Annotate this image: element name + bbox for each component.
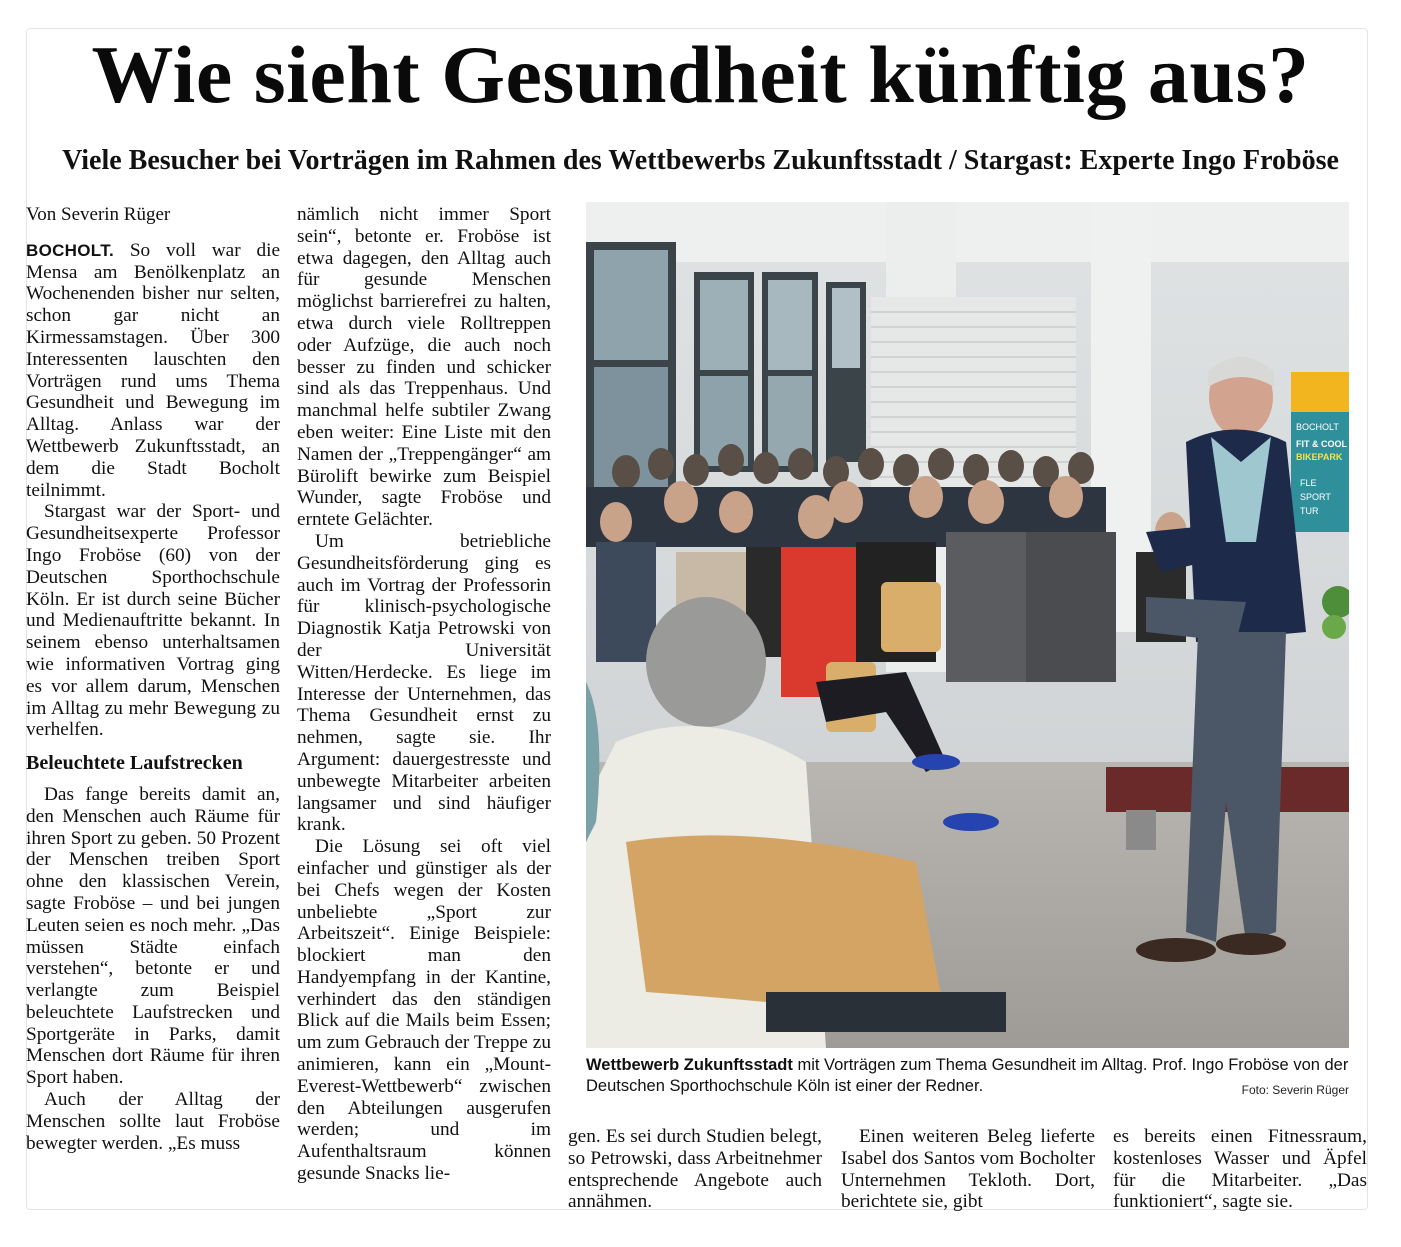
paragraph: gen. Es sei durch Studien belegt, so Petrowski, dass Arbeitnehmer entsprechende Angebote auch annähmen. [568,1126,822,1213]
banner-text: SPORT [1300,492,1331,502]
banner-text: BOCHOLT [1296,422,1339,432]
paragraph: Um betriebliche Gesundheitsförderung ging es auch im Vortrag der Professorin für klinisch-psychologische Diagnostik Katja Petrowski von der Universität Witten/Herdecke. Es liege im Interesse der Unternehmen, das Thema Gesundheit ernst zu nehmen, sagte sie. Ihr Argument: dauergestresste und unbewegte Mitarbeiter arbeiten langsamer und sind häufiger krank. [297,530,551,836]
article-column-2 [297,204,551,1185]
paragraph: Das fange bereits damit an, den Menschen auch Räume für ihren Sport zu geben. 50 Prozent der Menschen treiben Sport ohne den klassischen Verein, sagte Froböse – und bei jungen Leuten seien es noch mehr. „Das müssen Städte einfach verstehen“, betonte er und verlangte zum Beispiel beleuchtete Laufstrecken und Sportgeräte in Parks, damit Menschen dort Räume für ihren Sport haben. [26,783,280,1089]
subheadline: Viele Besucher bei Vorträgen im Rahmen des Wettbewerbs Zukunftsstadt / Stargast: Experte Ingo Froböse [62,145,1339,176]
lecture-scene-illustration [586,202,1349,1048]
banner-text: TUR [1300,506,1319,516]
caption-text: mit Vorträgen zum Thema Gesundheit im Alltag. Prof. Ingo Froböse von der Deutschen Sporthochschule Köln ist einer der Redner. [586,1056,1349,1095]
paragraph: Die Lösung sei oft viel einfacher und günstiger als der bei Chefs wegen der Kosten unbeliebte „Sport zur Arbeitszeit“. Einige Beispiele: blockiert man den Handyempfang in der Kantine, verhindert das den ständigen Blick auf die Mails beim Essen; um zum Gebrauch der Treppe zu animieren, kann ein „Mount-Everest-Wettbewerb“ zwischen den Abteilungen ausgerufen werden; und im Aufenthaltsraum können gesunde Snacks lie- [297,836,551,1185]
byline: Von Severin Rüger [26,204,171,225]
article-column-4 [841,1126,1095,1213]
section-subheading: Beleuchtete Laufstrecken [26,752,243,775]
paragraph: BOCHOLT. So voll war die Mensa am Benölkenplatz an Wochenenden bisher nur selten, schon gar nicht an Kirmessamstagen. Über 300 Interessenten lauschten den Vorträgen rund ums Thema Gesundheit und Bewegung im Alltag. Anlass war der Wettbewerb Zukunftsstadt, an dem die Stadt Bocholt teilnimmt. [26,239,281,501]
banner-text: BIKEPARK [1296,452,1343,462]
banner-text: FLE [1300,478,1317,488]
photo-caption [586,1055,1349,1097]
paragraph: Einen weiteren Beleg lieferte Isabel dos Santos vom Bocholter Unternehmen Tekloth. Dort, berichtete sie, gibt [841,1126,1095,1213]
lecture-photo [586,202,1349,1048]
article-column-5 [1113,1126,1367,1213]
paragraph: Stargast war der Sport- und Gesundheitsexperte Professor Ingo Froböse (60) von der Deutschen Sporthochschule Köln. Er ist durch seine Bücher und Medienauftritte bekannt. In seinem ebenso unterhaltsamen wie informativen Vortrag ging es vor allem darum, Menschen im Alltag zu mehr Bewegung zu verhelfen. [26,501,280,741]
caption-bold: Wettbewerb Zukunftsstadt [586,1056,793,1074]
paragraph: Auch der Alltag der Menschen sollte laut Froböse bewegter werden. „Es muss [26,1089,280,1154]
paragraph: es bereits einen Fitnessraum, kostenloses Wasser und Äpfel für die Mitarbeiter. „Das funktioniert“, sagte sie. [1113,1126,1367,1213]
banner-text: FIT & COOL [1296,439,1347,449]
photo-credit: Foto: Severin Rüger [1241,1083,1349,1097]
article-column-1 [26,204,280,1154]
article-column-3 [568,1126,822,1213]
event-banner [1291,372,1349,532]
paragraph: nämlich nicht immer Sport sein“, betonte er. Froböse ist etwa dagegen, den Alltag auch für gesunde Menschen möglichst barrierefrei zu halten, etwa durch viele Rolltreppen oder Aufzüge, die auch noch besser zu finden und schicker sind als das Treppenhaus. Und manchmal helfe subtiler Zwang eben weiter: Eine Liste mit den Namen der „Treppengänger“ am Bürolift bewirke zum Beispiel Wunder, sagte Froböse und erntete Gelächter. [297,204,551,531]
dateline: BOCHOLT. [26,240,115,260]
headline: Wie sieht Gesundheit künftig aus? [91,29,1310,120]
